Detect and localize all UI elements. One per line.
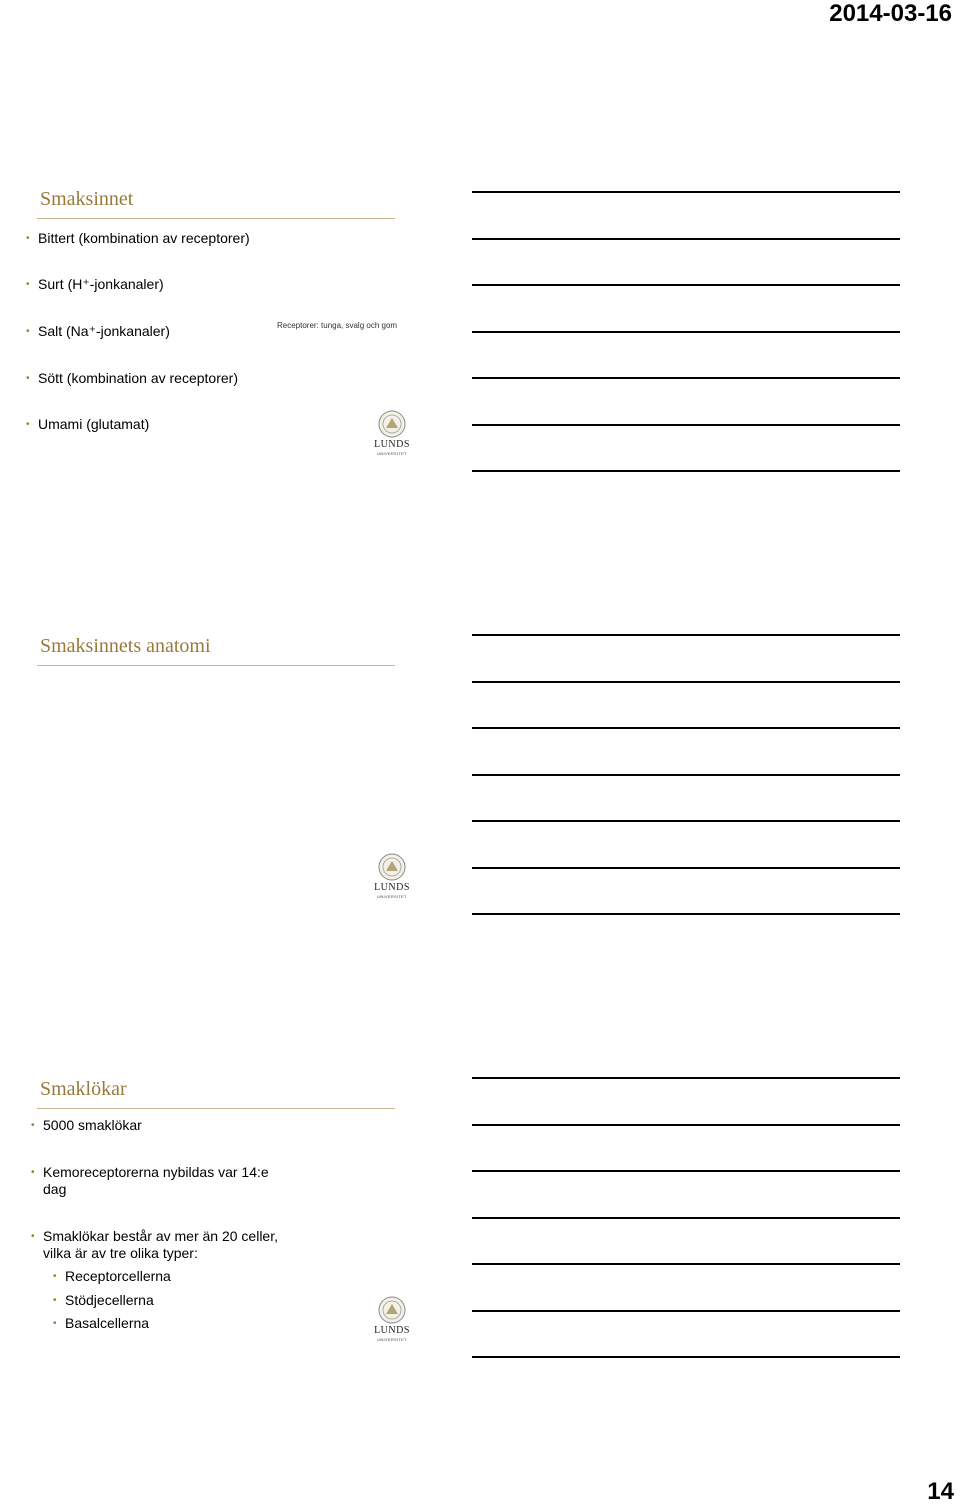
page-number: 14 <box>927 1478 954 1505</box>
notes-line <box>472 1356 900 1358</box>
bullet-icon: • <box>53 1295 57 1306</box>
notes-line <box>472 331 900 333</box>
university-logo: LUNDS UNIVERSITET <box>372 853 412 901</box>
bullet-icon: • <box>26 233 30 244</box>
notes-line <box>472 913 900 915</box>
sub-list-item: • Receptorcellerna <box>53 1268 171 1284</box>
list-item: • Umami (glutamat) <box>26 416 150 432</box>
notes-line <box>472 681 900 683</box>
notes-line <box>472 1310 900 1312</box>
bullet-icon: • <box>31 1231 35 1242</box>
list-item: • Surt (H⁺-jonkanaler) <box>26 276 164 292</box>
notes-line <box>472 238 900 240</box>
slide-title: Smaksinnet <box>40 188 134 210</box>
list-item: • Kemoreceptorerna nybildas var 14:e dag <box>31 1164 269 1197</box>
slide-note: Receptorer: tunga, svalg och gom <box>277 321 398 330</box>
slide-2 <box>0 635 440 955</box>
list-item: • Bittert (kombination av receptorer) <box>26 230 250 246</box>
seal-icon <box>372 1296 412 1326</box>
notes-line <box>472 470 900 472</box>
title-divider <box>37 218 395 219</box>
bullet-icon: • <box>53 1271 57 1282</box>
bullet-icon: • <box>26 279 30 290</box>
notes-line <box>472 1124 900 1126</box>
list-item: • Smaklökar består av mer än 20 celler, vilka är av tre olika typer: <box>31 1228 278 1261</box>
bullet-icon: • <box>26 373 30 384</box>
notes-line <box>472 1077 900 1079</box>
notes-line <box>472 191 900 193</box>
list-item: • Sött (kombination av receptorer) <box>26 370 238 386</box>
university-logo: LUNDS UNIVERSITET <box>372 410 412 458</box>
notes-line <box>472 1217 900 1219</box>
notes-line <box>472 727 900 729</box>
seal-icon <box>372 410 412 440</box>
sub-list-item: • Basalcellerna <box>53 1315 150 1331</box>
notes-line <box>472 424 900 426</box>
slide-3 <box>0 1078 440 1378</box>
notes-line <box>472 377 900 379</box>
bullet-icon: • <box>31 1167 35 1178</box>
notes-line <box>472 634 900 636</box>
bullet-icon: • <box>53 1318 57 1329</box>
slide-1 <box>0 188 440 508</box>
title-divider <box>37 1108 395 1109</box>
notes-line <box>472 774 900 776</box>
list-item: • Salt (Na⁺-jonkanaler) <box>26 323 170 339</box>
notes-line <box>472 867 900 869</box>
university-logo: LUNDS UNIVERSITET <box>372 1296 412 1344</box>
slide-title: Smaklökar <box>40 1078 127 1100</box>
notes-line <box>472 820 900 822</box>
bullet-icon: • <box>26 419 30 430</box>
title-divider <box>37 665 395 666</box>
list-item: • 5000 smaklökar <box>31 1117 142 1133</box>
notes-line <box>472 284 900 286</box>
document-date: 2014-03-16 <box>829 0 952 27</box>
notes-line <box>472 1263 900 1265</box>
bullet-icon: • <box>31 1120 35 1131</box>
slide-title: Smaksinnets anatomi <box>40 635 211 657</box>
seal-icon <box>372 853 412 883</box>
bullet-icon: • <box>26 326 30 337</box>
notes-line <box>472 1170 900 1172</box>
sub-list-item: • Stödjecellerna <box>53 1292 154 1308</box>
